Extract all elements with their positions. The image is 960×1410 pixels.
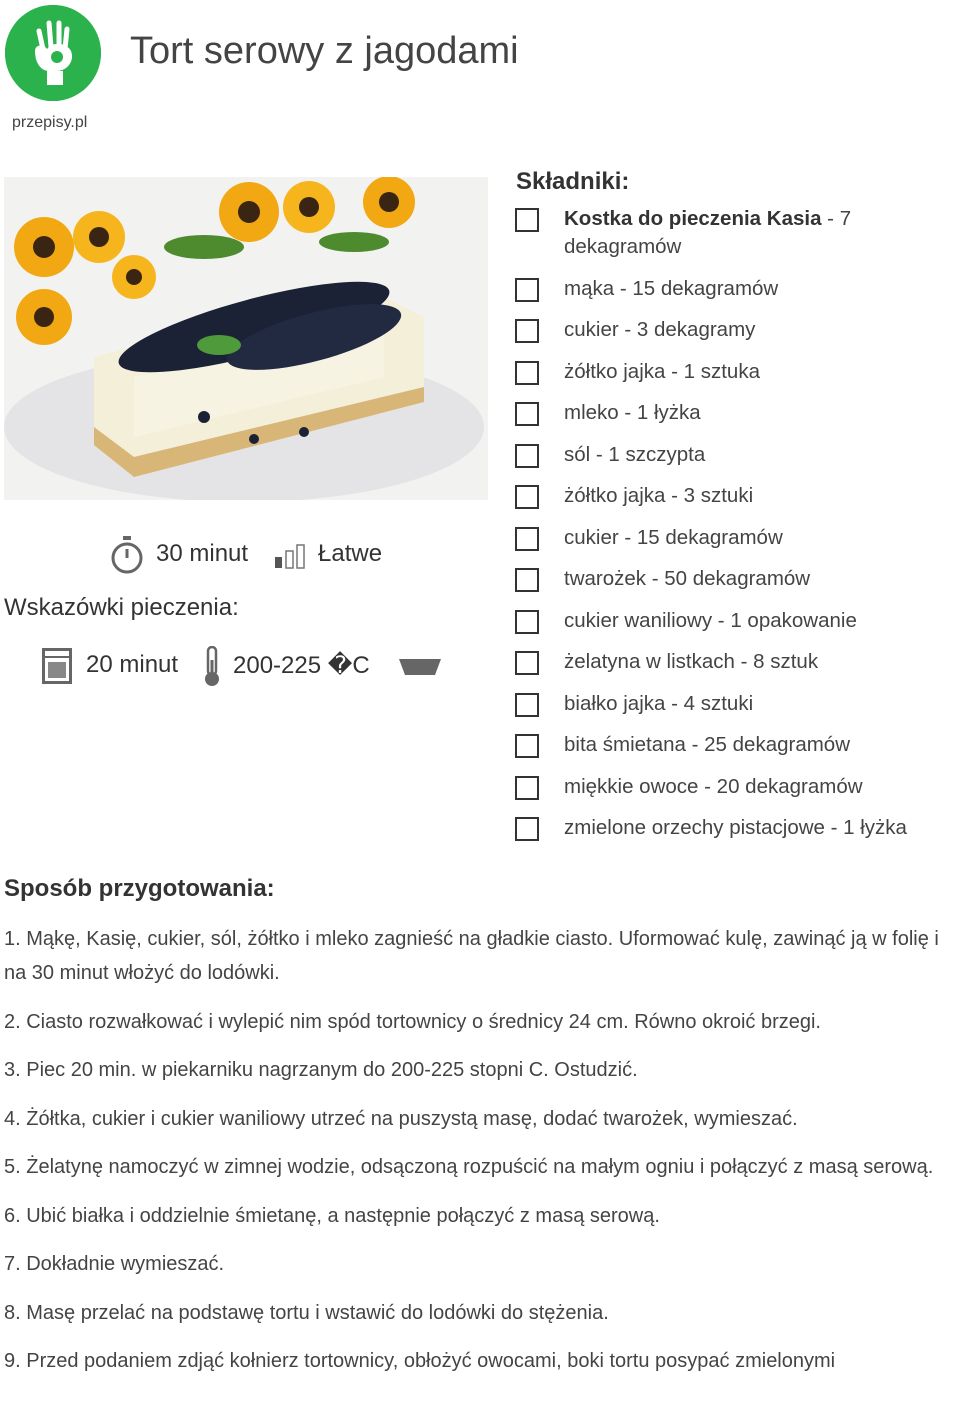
temperature: 200-225 �C xyxy=(233,652,370,679)
ingredient-name: miękkie owoce xyxy=(564,774,699,798)
ingredient-checkbox[interactable] xyxy=(515,361,539,385)
preparation-step: 2. Ciasto rozwałkować i wylepić nim spód tortownicy o średnicy 24 cm. Równo okroić brzegi. xyxy=(4,1010,821,1033)
ingredient-checkbox[interactable] xyxy=(515,485,539,509)
ingredient-qty: - 50 dekagramów xyxy=(646,567,811,590)
ingredient-checkbox[interactable] xyxy=(515,402,539,426)
preparation-step: 1. Mąkę, Kasię, cukier, sól, żółtko i mleko zagnieść na gładkie ciasto. Uformować kulę, zawinąć ją w folię i na 30 minut włożyć do lodówki. xyxy=(4,928,939,984)
ingredient-item xyxy=(515,648,955,676)
difficulty: Łatwe xyxy=(318,540,383,567)
ingredient-name: cukier xyxy=(564,525,619,549)
ingredient-checkbox[interactable] xyxy=(515,444,539,468)
ingredient-name: twarożek xyxy=(564,567,647,590)
ingredient-name: sól xyxy=(564,442,591,466)
ingredients-list xyxy=(515,205,955,856)
ingredient-qty: - 1 sztuka xyxy=(665,359,760,383)
ingredient-name: bita śmietana xyxy=(564,733,686,756)
cheesecake-image xyxy=(4,177,488,500)
baking-time: 20 minut xyxy=(86,651,179,678)
ingredient-qty: - 8 sztuk xyxy=(734,650,819,673)
ingredient-checkbox[interactable] xyxy=(515,651,539,675)
ingredient-name: cukier xyxy=(564,318,619,341)
ingredient-checkbox[interactable] xyxy=(515,817,539,841)
stopwatch-icon xyxy=(110,535,144,575)
ingredient-checkbox[interactable] xyxy=(515,568,539,592)
preparation-step: 3. Piec 20 min. w piekarniku nagrzanym do 200-225 stopni C. Ostudzić. xyxy=(4,1059,638,1081)
ingredient-item xyxy=(515,565,955,593)
ingredient-checkbox[interactable] xyxy=(515,278,539,302)
preparation-step: 8. Masę przelać na podstawę tortu i wstawić do lodówki do stężenia. xyxy=(4,1301,609,1324)
baking-hints-label: Wskazówki pieczenia: xyxy=(4,594,239,621)
ingredient-qty: - 1 opakowanie xyxy=(712,608,857,632)
preparation-step: 9. Przed podaniem zdjąć kołnierz tortownicy, obłożyć owocami, boki tortu posypać zmielonymi xyxy=(4,1350,836,1372)
ingredient-item xyxy=(515,316,955,344)
recipe-photo xyxy=(4,177,488,500)
preparation-steps xyxy=(4,922,958,1393)
ingredient-name: zmielone orzechy pistacjowe xyxy=(564,816,825,839)
preparation-step: 6. Ubić białka i oddzielnie śmietanę, a następnie połączyć z masą serową. xyxy=(4,1204,660,1227)
site-name[interactable]: przepisy.pl xyxy=(12,114,88,131)
ingredient-item xyxy=(515,358,955,386)
preparation-title: Sposób przygotowania: xyxy=(4,875,275,902)
ingredient-item xyxy=(515,482,955,510)
ingredient-checkbox[interactable] xyxy=(515,527,539,551)
thermometer-icon xyxy=(202,646,222,688)
ingredient-item xyxy=(515,399,955,427)
baking-pan-icon xyxy=(398,658,442,676)
ingredient-qty: - 3 sztuki xyxy=(665,484,754,507)
ingredient-name: żółtko jajka xyxy=(564,484,666,507)
oven-icon xyxy=(42,648,72,684)
ingredient-qty: - 1 szczypta xyxy=(590,442,706,466)
ingredient-checkbox[interactable] xyxy=(515,693,539,717)
preparation-step: 4. Żółtka, cukier i cukier waniliowy utrzeć na puszystą masę, dodać twarożek, wymieszać. xyxy=(4,1107,798,1130)
ingredient-item xyxy=(515,607,955,635)
ingredient-name: Kostka do pieczenia Kasia xyxy=(564,207,822,230)
ingredient-name: żółtko jajka xyxy=(564,359,666,383)
ingredient-qty: - 15 dekagramów xyxy=(618,525,783,549)
difficulty-bars-icon xyxy=(274,543,308,569)
ingredient-item xyxy=(515,814,955,842)
preparation-step: 7. Dokładnie wymieszać. xyxy=(4,1253,225,1275)
ingredient-qty: - 3 dekagramy xyxy=(618,318,756,341)
ingredient-checkbox[interactable] xyxy=(515,776,539,800)
hand-ok-logo-icon xyxy=(5,5,101,101)
ingredient-name: mleko xyxy=(564,401,619,424)
ingredient-qty: - 7 dekagramów xyxy=(564,207,852,258)
ingredient-name: cukier waniliowy xyxy=(564,608,713,632)
ingredient-item xyxy=(515,690,955,718)
ingredients-title: Składniki: xyxy=(516,168,630,195)
prep-time: 30 minut xyxy=(156,540,249,567)
ingredient-qty: - 25 dekagramów xyxy=(685,733,851,756)
brand-logo[interactable] xyxy=(5,5,101,101)
page-title: Tort serowy z jagodami xyxy=(130,30,519,72)
ingredient-qty: - 1 łyżka xyxy=(618,401,701,424)
ingredient-checkbox[interactable] xyxy=(515,610,539,634)
ingredient-checkbox[interactable] xyxy=(515,208,539,232)
ingredient-checkbox[interactable] xyxy=(515,734,539,758)
ingredient-qty: - 1 łyżka xyxy=(824,816,907,839)
ingredient-name: mąka xyxy=(564,276,615,300)
preparation-step: 5. Żelatynę namoczyć w zimnej wodzie, odsączoną rozpuścić na małym ogniu i połączyć z masą serową. xyxy=(4,1156,934,1178)
ingredient-item xyxy=(515,524,955,552)
ingredient-qty: - 15 dekagramów xyxy=(614,276,779,300)
ingredient-item xyxy=(515,731,955,759)
ingredient-item xyxy=(515,275,955,303)
ingredient-item xyxy=(515,773,955,801)
ingredient-name: białko jajka xyxy=(564,691,666,715)
ingredient-item xyxy=(515,205,955,261)
ingredient-checkbox[interactable] xyxy=(515,319,539,343)
ingredient-qty: - 4 sztuki xyxy=(665,691,754,715)
ingredient-item xyxy=(515,441,955,469)
ingredient-name: żelatyna w listkach xyxy=(564,650,735,673)
ingredient-qty: - 20 dekagramów xyxy=(698,774,863,798)
